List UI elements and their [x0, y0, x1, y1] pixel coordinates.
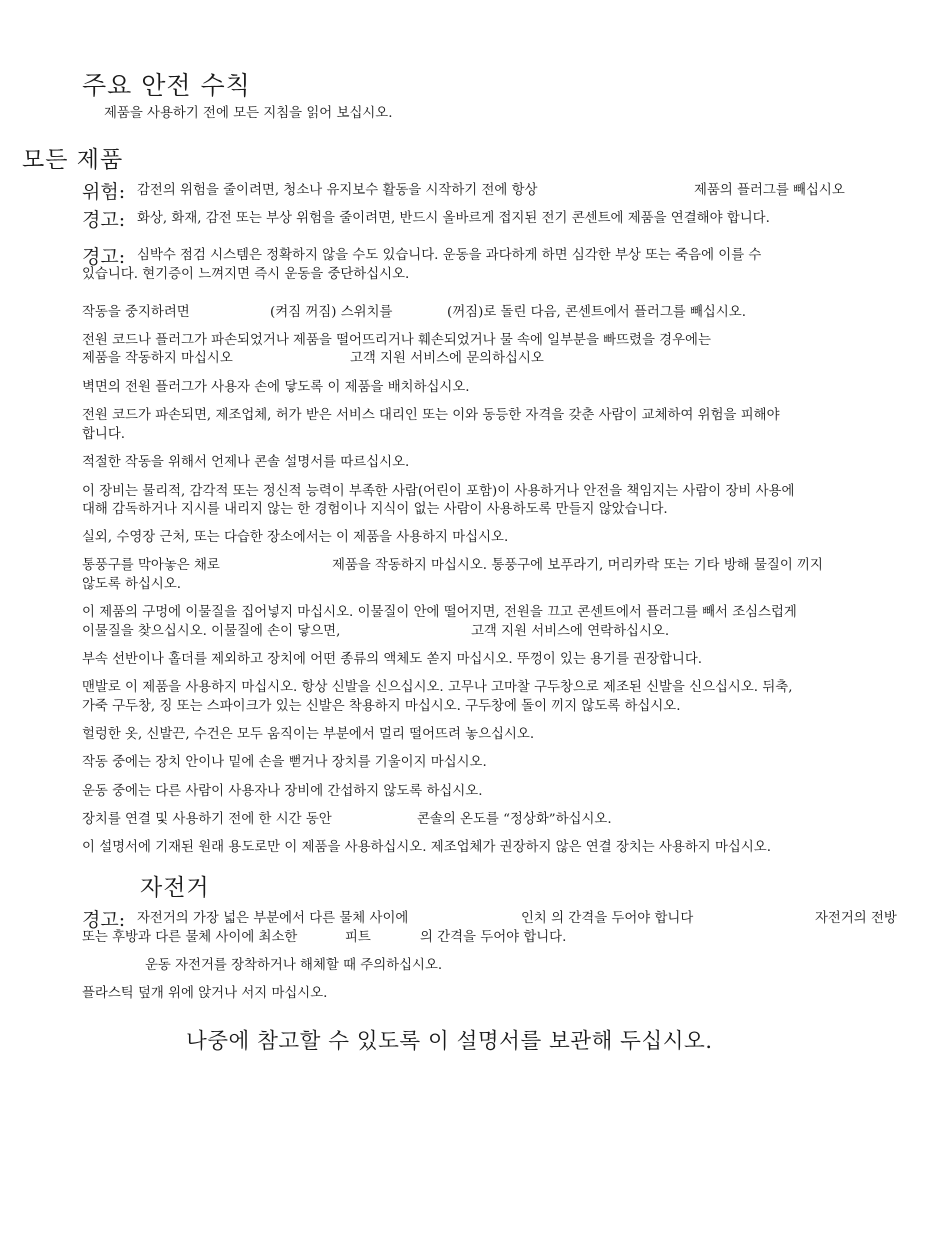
warning-2-line2: 있습니다. 현기증이 느껴지면 즉시 운동을 중단하십시오. [82, 267, 410, 282]
bike-warning2-a: 또는 후방과 다른 물체 사이에 최소한 [82, 930, 298, 945]
instruction-damaged-line1: 전원 코드나 플러그가 파손되었거나 제품을 떨어뜨리거나 훼손되었거나 물 속에 일부분을 빠뜨렸을 경우에는 [82, 333, 711, 348]
instruction-plug-reach: 벽면의 전원 플러그가 사용자 손에 닿도록 이 제품을 배치하십시오. [82, 380, 470, 395]
instruction-vent-line2: 않도록 하십시오. [82, 577, 182, 592]
instruction-damaged-line2-b: 고객 지원 서비스에 문의하십시오 [350, 351, 544, 366]
instruction-temperature-a: 장치를 연결 및 사용하기 전에 한 시간 동안 [82, 812, 332, 827]
instruction-foreign-object-line1: 이 제품의 구멍에 이물질을 집어넣지 마십시오. 이물질이 안에 떨어지면, 전원을 끄고 콘센트에서 플러그를 빼서 조심스럽게 [82, 605, 797, 620]
instruction-damaged-line2-a: 제품을 작동하지 마십시오 [82, 351, 233, 366]
instruction-capability-line2: 대해 감독하거나 지시를 내리지 않는 한 경험이나 지식이 없는 사람이 사용하도록 만들지 않았습니다. [82, 502, 668, 517]
bike-warning-label: 경고: [82, 909, 126, 931]
bike-instruction-mount: 운동 자전거를 장착하거나 해체할 때 주의하십시오. [145, 958, 443, 973]
instruction-footwear-line1: 맨발로 이 제품을 사용하지 마십시오. 항상 신발을 신으십시오. 고무나 고마찰 구두창으로 제조된 신발을 신으십시오. 뒤축, [82, 680, 793, 695]
instruction-console-manual: 적절한 작동을 위해서 언제나 콘솔 설명서를 따르십시오. [82, 455, 410, 470]
warning-2-line1: 심박수 점검 시스템은 정확하지 않을 수도 있습니다. 운동을 과다하게 하면 심각한 부상 또는 죽음에 이를 수 [137, 248, 762, 263]
bike-warning-a: 자전거의 가장 넓은 부분에서 다른 물체 사이에 [137, 911, 409, 926]
section-heading-bike: 자전거 [140, 875, 210, 901]
instruction-stop-a: 작동을 중지하려면 [82, 305, 190, 320]
instruction-cord-line2: 합니다. [82, 427, 126, 442]
section-heading-all-products: 모든 제품 [22, 147, 124, 173]
closing-note: 나중에 참고할 수 있도록 이 설명서를 보관해 두십시오. [186, 1029, 713, 1054]
instruction-interference: 운동 중에는 다른 사람이 사용자나 장비에 간섭하지 않도록 하십시오. [82, 784, 483, 799]
instruction-vent-line1-a: 통풍구를 막아놓은 채로 [82, 558, 220, 573]
instruction-temperature-b: 콘솔의 온도를 “정상화”하십시오. [417, 812, 612, 827]
bike-instruction-cover: 플라스틱 덮개 위에 앉거나 서지 마십시오. [82, 986, 328, 1001]
instruction-footwear-line2: 가죽 구두창, 징 또는 스파이크가 있는 신발은 착용하지 마십시오. 구두창에 돌이 끼지 않도록 하십시오. [82, 699, 681, 714]
instruction-intended-use: 이 설명서에 기재된 원래 용도로만 이 제품을 사용하십시오. 제조업체가 권장하지 않은 연결 장치는 사용하지 마십시오. [82, 840, 771, 855]
bike-warning-b: 인치 의 간격을 두어야 합니다 [521, 911, 694, 926]
instruction-hands: 작동 중에는 장치 안이나 밑에 손을 뻗거나 장치를 기울이지 마십시오. [82, 755, 487, 770]
danger-text-a: 감전의 위험을 줄이려면, 청소나 유지보수 활동을 시작하기 전에 항상 [137, 183, 538, 198]
warning-1-text: 화상, 화재, 감전 또는 부상 위험을 줄이려면, 반드시 올바르게 접지된 전기 콘센트에 제품을 연결해야 합니다. [137, 211, 770, 226]
instruction-stop-c: (꺼짐)로 돌린 다음, 콘센트에서 플러그를 빼십시오. [447, 305, 746, 320]
bike-warning2-b: 피트 [345, 930, 371, 945]
instruction-outdoor: 실외, 수영장 근처, 또는 다습한 장소에서는 이 제품을 사용하지 마십시오. [82, 530, 509, 545]
bike-warning2-c: 의 간격을 두어야 합니다. [420, 930, 567, 945]
page-title: 주요 안전 수칙 [82, 71, 251, 100]
instruction-foreign-object-line2-b: 고객 지원 서비스에 연락하십시오. [471, 624, 670, 639]
instruction-cord-line1: 전원 코드가 파손되면, 제조업체, 허가 받은 서비스 대리인 또는 이와 동등한 자격을 갖춘 사람이 교체하여 위험을 피해야 [82, 408, 780, 423]
warning-label-2: 경고: [82, 246, 126, 268]
bike-warning-c: 자전거의 전방 [815, 911, 897, 926]
instruction-foreign-object-line2-a: 이물질을 찾으십시오. 이물질에 손이 닿으면, [82, 624, 341, 639]
intro-text: 제품을 사용하기 전에 모든 지침을 읽어 보십시오. [104, 106, 393, 121]
warning-label-1: 경고: [82, 209, 126, 231]
instruction-stop-b: (켜짐 꺼짐) 스위치를 [270, 305, 393, 320]
instruction-loose-clothing: 헐렁한 옷, 신발끈, 수건은 모두 움직이는 부분에서 멀리 떨어뜨려 놓으십시오. [82, 727, 535, 742]
danger-text-b: 제품의 플러그를 빼십시오 [694, 183, 845, 198]
instruction-liquid: 부속 선반이나 홀더를 제외하고 장치에 어떤 종류의 액체도 쏟지 마십시오. 뚜껑이 있는 용기를 권장합니다. [82, 652, 703, 667]
danger-paragraph [82, 177, 125, 204]
danger-label: 위험: [82, 181, 126, 203]
instruction-capability-line1: 이 장비는 물리적, 감각적 또는 정신적 능력이 부족한 사람(어린이 포함)이 사용하거나 안전을 책임지는 사람이 장비 사용에 [82, 484, 795, 499]
instruction-vent-line1-b: 제품을 작동하지 마십시오. 통풍구에 보푸라기, 머리카락 또는 기타 방해 물질이 끼지 [332, 558, 823, 573]
